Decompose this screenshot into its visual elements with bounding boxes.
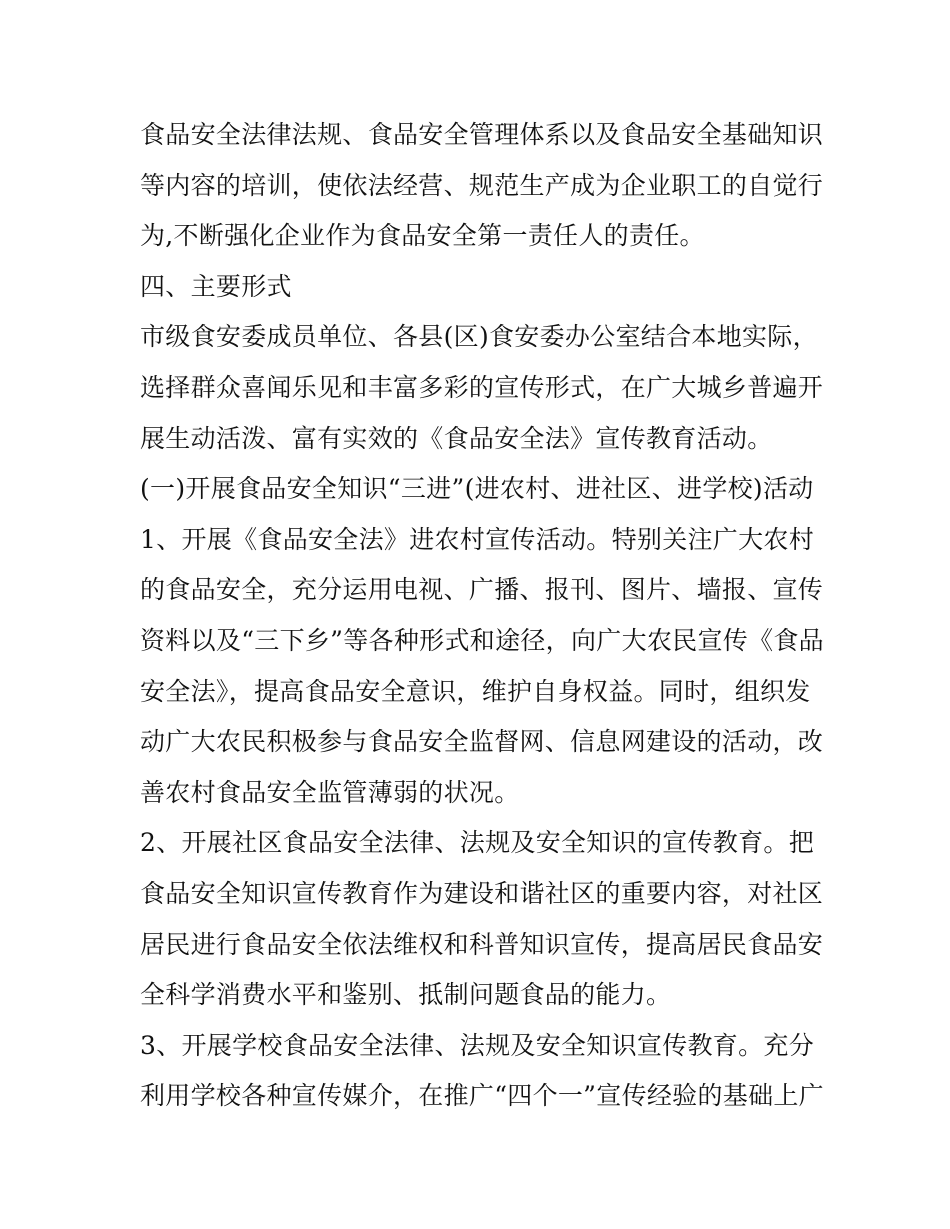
text-line: 食品安全法律法规、食品安全管理体系以及食品安全基础知识: [140, 120, 824, 149]
text-line: 3、开展学校食品安全法律、法规及安全知识宣传教育。充分: [140, 1030, 815, 1060]
text-line: 2、开展社区食品安全法律、法规及安全知识的宣传教育。把: [140, 828, 815, 858]
text-line: 食品安全知识宣传教育作为建设和谐社区的重要内容，对社区: [140, 878, 824, 908]
text-line: 展生动活泼、富有实效的《食品安全法》宣传教育活动。: [140, 423, 773, 453]
text-line: 利用学校各种宣传媒介，在推广“四个一”宣传经验的基础上广: [140, 1081, 824, 1111]
text-line: 市级食安委成员单位、各县(区)食安委办公室结合本地实际，: [140, 322, 818, 352]
body-text: [140, 110, 824, 1122]
text-line: 资料以及“三下乡”等各种形式和途径，向广大农民宣传《食品: [140, 625, 824, 655]
text-line: 善农村食品安全监管薄弱的状况。: [140, 777, 520, 807]
subsection-heading: (一)开展食品安全知识“三进”(进农村、进社区、进学校)活动: [140, 474, 814, 504]
section-heading: 四、主要形式: [140, 271, 292, 301]
text-line: 1、开展《食品安全法》进农村宣传活动。特别关注广大农村: [140, 524, 815, 554]
text-line: 的食品安全，充分运用电视、广播、报刊、图片、墙报、宣传: [140, 575, 824, 605]
text-line: 安全法》，提高食品安全意识，维护自身权益。同时，组织发: [140, 676, 811, 706]
text-line: 选择群众喜闻乐见和丰富多彩的宣传形式，在广大城乡普遍开: [140, 372, 824, 402]
text-line: 为,不断强化企业作为食品安全第一责任人的责任。: [140, 221, 705, 251]
text-line: 动广大农民积极参与食品安全监督网、信息网建设的活动，改: [140, 727, 824, 757]
text-line: 等内容的培训，使依法经营、规范生产成为企业职工的自觉行: [140, 170, 824, 200]
text-line: 全科学消费水平和鉴别、抵制问题食品的能力。: [140, 980, 672, 1010]
text-line: 居民进行食品安全依法维权和科普知识宣传，提高居民食品安: [140, 929, 824, 959]
